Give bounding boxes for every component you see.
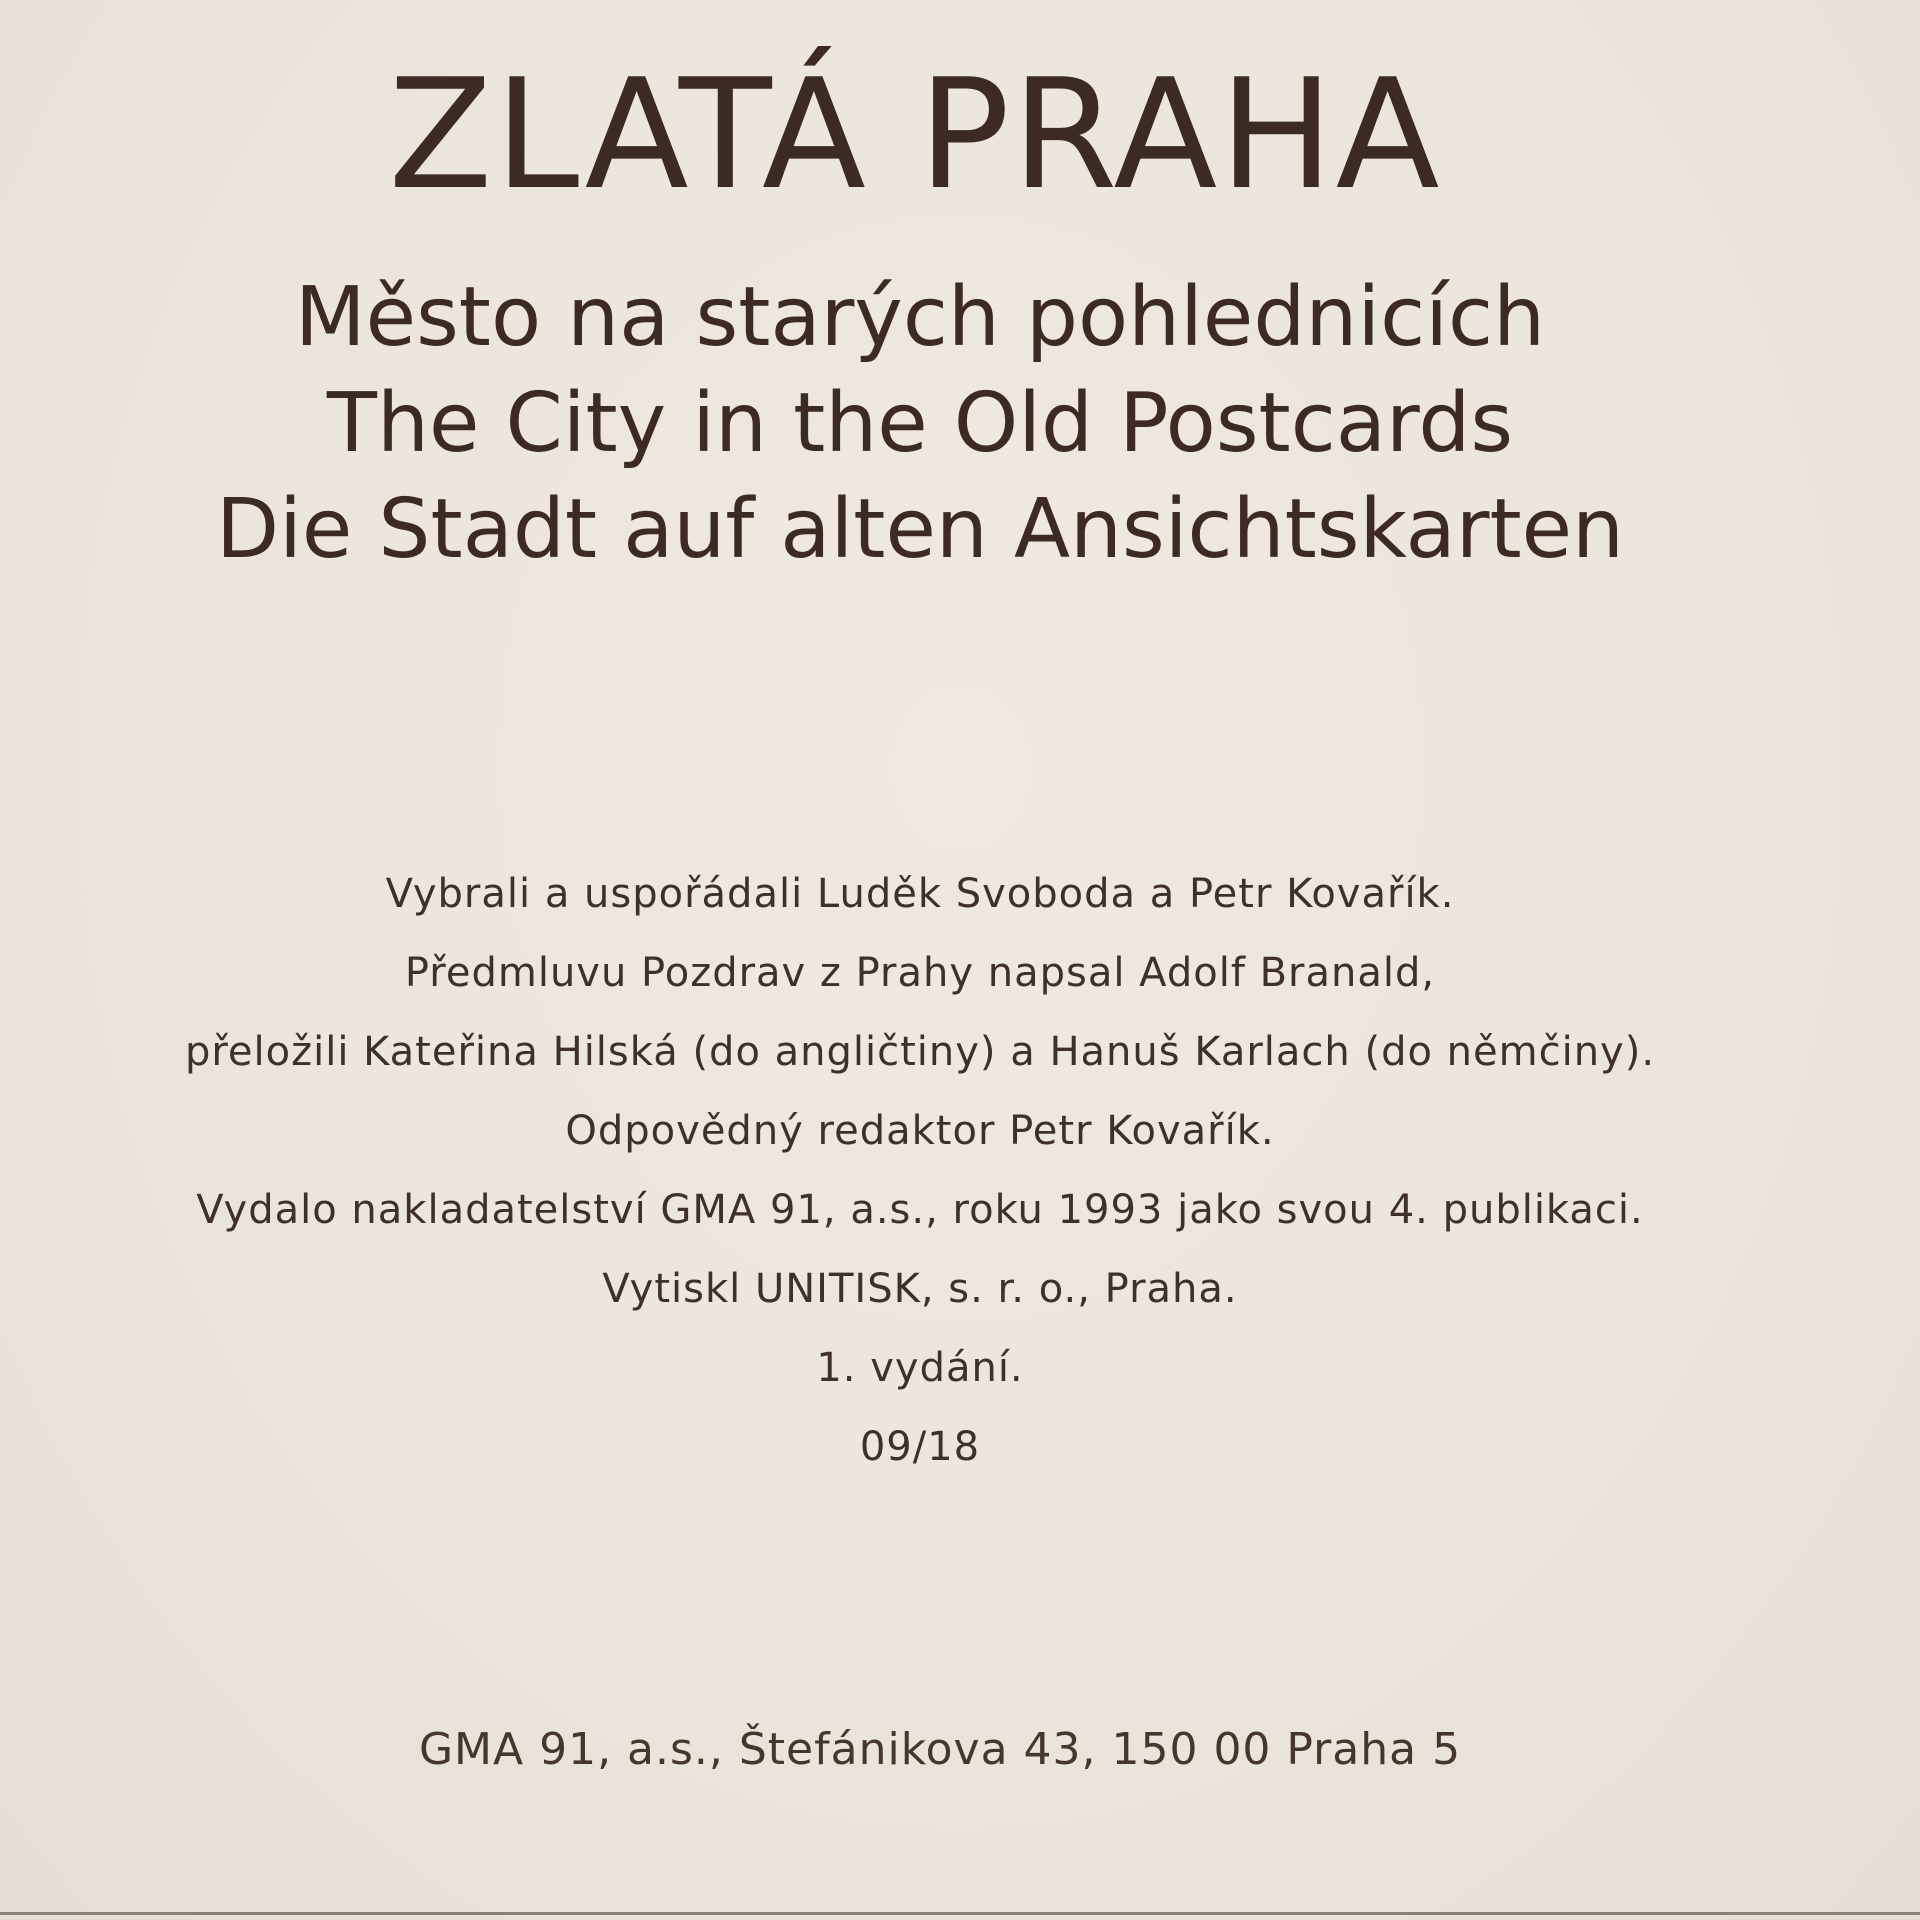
subtitle-english: The City in the Old Postcards — [326, 376, 1514, 471]
book-title: ZLATÁ PRAHA — [388, 46, 1442, 223]
credit-printer: Vytiskl UNITISK, s. r. o., Praha. — [602, 1266, 1238, 1312]
credit-edition: 1. vydání. — [816, 1345, 1024, 1391]
credit-publisher: Vydalo nakladatelství GMA 91, a.s., roku 1993 jako svou 4. publikaci. — [196, 1187, 1644, 1233]
colophon-credits — [0, 855, 1840, 1487]
credit-translation: přeložili Kateřina Hilská (do angličtiny) a Hanuš Karlach (do němčiny). — [184, 1029, 1656, 1075]
publisher-address: GMA 91, a.s., Štefánikova 43, 150 00 Praha 5 — [418, 1724, 1462, 1775]
subtitle-czech: Město na starých pohlednicích — [294, 270, 1546, 365]
credit-foreword: Předmluvu Pozdrav z Prahy napsal Adolf Branald, — [404, 950, 1436, 996]
credit-code: 09/18 — [859, 1424, 981, 1470]
credit-selection: Vybrali a uspořádali Luděk Svoboda a Petr Kovařík. — [385, 871, 1455, 917]
subtitle-german: Die Stadt auf alten Ansichtskarten — [215, 482, 1625, 577]
credit-editor: Odpovědný redaktor Petr Kovařík. — [565, 1108, 1275, 1154]
bottom-edge-line — [0, 1912, 1920, 1915]
subtitle-block — [0, 265, 1840, 583]
